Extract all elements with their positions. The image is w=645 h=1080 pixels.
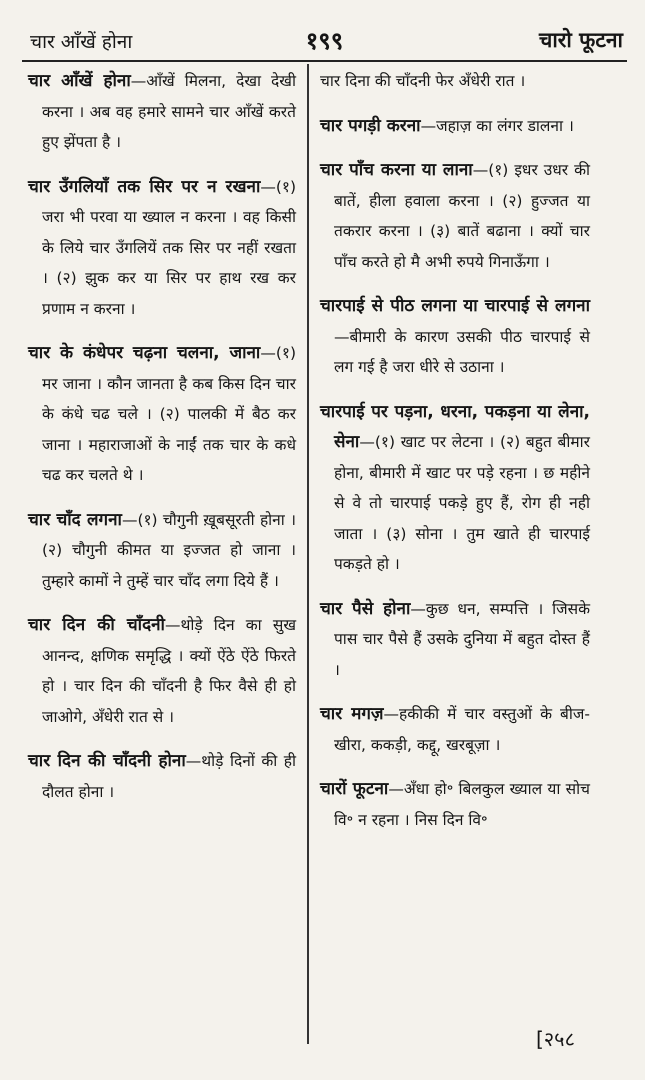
entry-headword: चार आँखें होना	[28, 71, 131, 91]
right-column	[320, 66, 590, 849]
dictionary-entry	[320, 699, 590, 760]
entry-headword: चार पैसे होना	[320, 598, 411, 619]
dictionary-entry-continued	[320, 66, 590, 97]
entry-headword: चार के कंधेपर चढ़ना चलना, जाना	[28, 343, 261, 363]
running-head-right: चारो फूटना	[539, 28, 623, 52]
entry-definition: —हकीकी में चार वस्तुओं के बीज-खीरा, ककड़ी, कद्दू, खरबूज़ा ।	[334, 705, 591, 754]
page-number: १९९	[305, 27, 344, 55]
entry-definition: —जहाज़ का लंगर डालना ।	[420, 116, 574, 135]
entry-definition: —बीमारी के कारण उसकी पीठ चारपाई से लग गई है जरा धीरे से उठाना ।	[334, 327, 590, 376]
entry-definition: —(१) इधर उधर की बातें, हीला हवाला करना । (२) हुज्जत या तकरार करना । (३) बातें बढाना । क्यों चार पाँच करते हो मै अभी रुपये गिनाऊँगा ।	[334, 161, 591, 271]
entry-definition: —(१) खाट पर लेटना । (२) बहुत बीमार होना, बीमारी में खाट पर पड़े रहना । छ महीने से वे तो चारपाई पकड़े हुए हैं, रोग ही नही जाता । (३) सोना । तुम खाते ही चारपाई पकड़ते हो ।	[334, 433, 590, 573]
dictionary-entry	[320, 155, 590, 277]
entry-definition: —(१) चौगुनी ख़ूबसूरती होना । (२) चौगुनी कीमत या इज्जत हो जाना । तुम्हारे कामों ने तुम्हें चार चाँद लगा दिये हैं ।	[42, 510, 296, 590]
entry-headword: चार पाँच करना या लाना	[320, 160, 473, 180]
running-head-left: चार आँखें होना	[30, 31, 133, 53]
entry-headword: चार पगड़ी करना	[320, 115, 421, 136]
left-column	[28, 66, 296, 821]
dictionary-entry	[320, 397, 590, 580]
entry-headword: चार चाँद लगना	[28, 509, 122, 530]
entry-definition: —अँधा हो॰ बिलकुल ख्याल या सोच वि॰ न रहना । निस दिन वि॰	[334, 780, 590, 829]
entry-definition: चार दिना की चाँदनी फेर अँधेरी रात ।	[320, 72, 526, 90]
dictionary-entry	[28, 505, 296, 597]
dictionary-entry	[28, 66, 296, 158]
dictionary-entry	[320, 774, 590, 835]
dictionary-entry	[28, 338, 296, 491]
entry-headword: चार दिन की चाँदनी होना	[28, 751, 186, 771]
entry-definition: —थोड़े दिन का सुख आनन्द, क्षणिक समृद्धि । क्यों ऐंठे ऐंठे फिरते हो । चार दिन की चाँदनी है फिर वैसे ही हो जाओगे, अँधेरी रात से ।	[42, 616, 296, 726]
column-divider	[307, 64, 309, 1044]
entry-headword: चार मगज़	[320, 704, 384, 724]
entry-headword: चारपाई से पीठ लगना या चारपाई से लगना	[320, 296, 590, 316]
entry-definition: —(१) जरा भी परवा या ख्याल न करना । वह किसी के लिये चार उँगलियें तक सिर पर नहीं रखता । (२) झुक कर या सिर पर हाथ रख कर प्रणाम न करना ।	[42, 177, 296, 318]
dictionary-entry	[28, 746, 296, 807]
entry-definition: —थोड़े दिनों की ही दौलत होना ।	[42, 752, 296, 801]
entry-headword: चारपाई पर पड़ना, धरना, पकड़ना या लेना, सेना	[320, 401, 590, 452]
entry-headword: चारों फूटना	[320, 779, 389, 799]
entry-headword: चार दिन की चाँदनी	[28, 615, 165, 635]
header-rule	[22, 60, 627, 62]
dictionary-entry	[320, 291, 590, 383]
dictionary-entry	[320, 594, 590, 686]
dictionary-entry	[28, 610, 296, 732]
dictionary-entry	[28, 172, 296, 325]
entry-definition: —कुछ धन, सम्पत्ति । जिसके पास चार पैसे हैं उसके दुनिया में बहुत दोस्त हैं ।	[334, 599, 591, 679]
entry-headword: चार उँगलियाँ तक सिर पर न रखना	[28, 176, 261, 197]
page-mark: [२५८	[535, 1027, 575, 1051]
entry-definition: —(१) मर जाना । कौन जानता है कब किस दिन चार के कंधे चढ चले । (२) पालकी में बैठ कर जाना । महाराजाओं के नाईं तक चार के कधे चढ कर चलते थे ।	[42, 344, 296, 484]
dictionary-entry	[320, 111, 590, 142]
entry-definition: —आँखें मिलना, देखा देखी करना । अब वह हमारे सामने चार आँखें करते हुए झेंपता है ।	[42, 72, 296, 151]
page-header	[26, 22, 623, 56]
